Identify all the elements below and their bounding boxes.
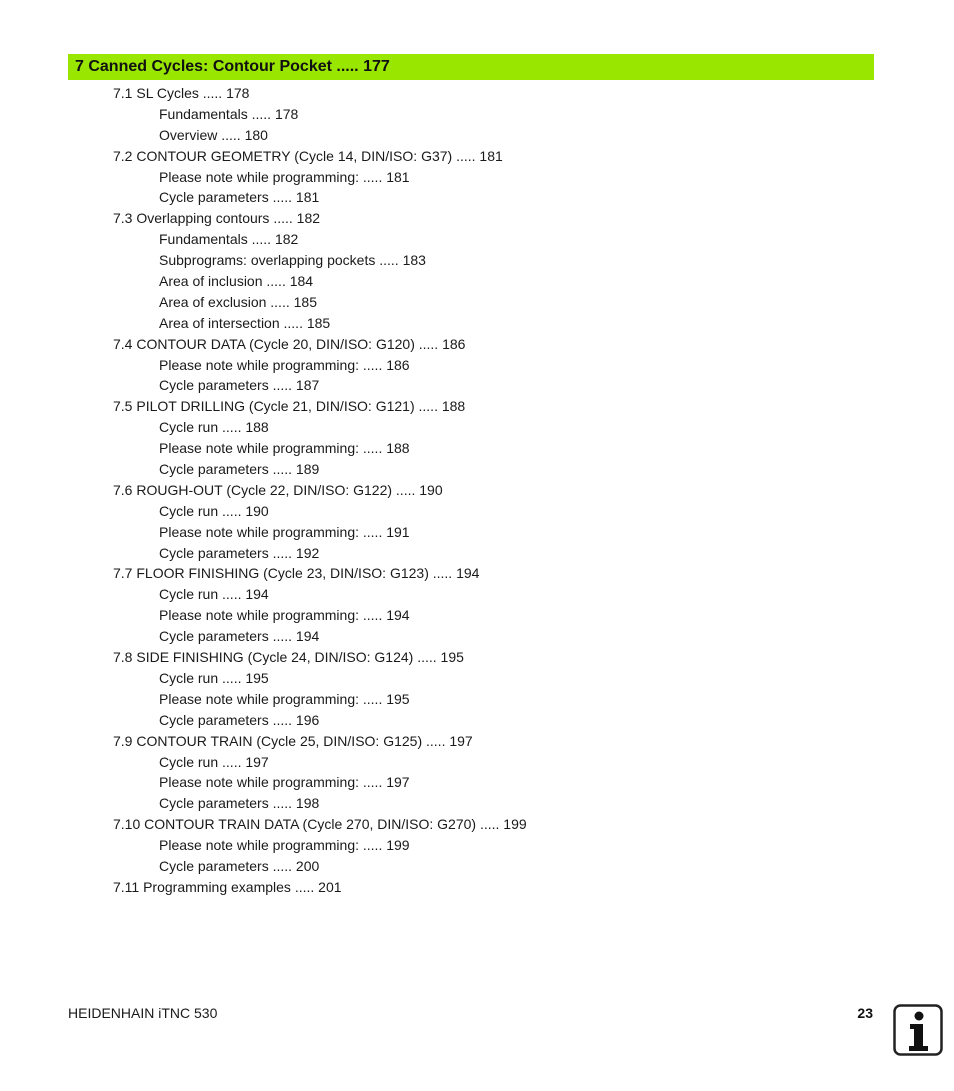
- toc-subsection-entry[interactable]: Cycle parameters ..... 181: [159, 189, 320, 206]
- toc-subsection-entry[interactable]: Cycle parameters ..... 194: [159, 628, 320, 645]
- toc-subsection-entry[interactable]: Cycle parameters ..... 192: [159, 544, 320, 561]
- toc-section-entry[interactable]: 7.6 ROUGH-OUT (Cycle 22, DIN/ISO: G122) ..... 190: [113, 481, 443, 498]
- toc-section-entry[interactable]: 7.4 CONTOUR DATA (Cycle 20, DIN/ISO: G120) ..... 186: [113, 335, 466, 352]
- toc-section-entry[interactable]: 7.9 CONTOUR TRAIN (Cycle 25, DIN/ISO: G125) ..... 197: [113, 732, 473, 749]
- toc-subsection-entry[interactable]: Area of inclusion ..... 184: [159, 273, 314, 290]
- toc-subsection-entry[interactable]: Fundamentals ..... 182: [159, 231, 299, 248]
- toc-subsection-entry[interactable]: Please note while programming: ..... 199: [159, 837, 410, 854]
- toc-section-entry[interactable]: 7.3 Overlapping contours ..... 182: [113, 210, 321, 227]
- toc-subsection-entry[interactable]: Cycle parameters ..... 187: [159, 377, 320, 394]
- toc-subsection-entry[interactable]: Please note while programming: ..... 186: [159, 356, 410, 373]
- chapter-title[interactable]: 7 Canned Cycles: Contour Pocket ..... 177: [75, 58, 390, 75]
- toc-subsection-entry[interactable]: Cycle run ..... 194: [159, 586, 269, 603]
- toc-section-entry[interactable]: 7.10 CONTOUR TRAIN DATA (Cycle 270, DIN/ISO: G270) ..... 199: [113, 816, 527, 833]
- footer-page-number: 23: [857, 1005, 873, 1021]
- footer-product-name: HEIDENHAIN iTNC 530: [68, 1005, 218, 1021]
- toc-section-entry[interactable]: 7.7 FLOOR FINISHING (Cycle 23, DIN/ISO: G123) ..... 194: [113, 565, 480, 582]
- toc-subsection-entry[interactable]: Cycle run ..... 195: [159, 669, 269, 686]
- toc-section-entry[interactable]: 7.5 PILOT DRILLING (Cycle 21, DIN/ISO: G121) ..... 188: [113, 398, 466, 415]
- toc-section-entry[interactable]: 7.1 SL Cycles ..... 178: [113, 85, 250, 101]
- toc-subsection-entry[interactable]: Please note while programming: ..... 181: [159, 168, 410, 185]
- chapter-heading-bar: [68, 54, 874, 80]
- toc-section-entry[interactable]: 7.11 Programming examples ..... 201: [113, 878, 342, 895]
- toc-section-entry[interactable]: 7.8 SIDE FINISHING (Cycle 24, DIN/ISO: G124) ..... 195: [113, 649, 464, 666]
- toc-subsection-entry[interactable]: Cycle parameters ..... 189: [159, 461, 320, 478]
- toc-subsection-entry[interactable]: Area of intersection ..... 185: [159, 314, 331, 331]
- toc-subsection-entry[interactable]: Please note while programming: ..... 197: [159, 774, 410, 791]
- info-icon: [893, 1004, 943, 1056]
- toc-subsection-entry[interactable]: Cycle parameters ..... 198: [159, 795, 320, 812]
- toc-subsection-entry[interactable]: Please note while programming: ..... 191: [159, 523, 410, 540]
- toc-subsection-entry[interactable]: Please note while programming: ..... 188: [159, 440, 410, 457]
- toc-subsection-entry[interactable]: Subprograms: overlapping pockets ..... 183: [159, 252, 426, 269]
- toc-subsection-entry[interactable]: Area of exclusion ..... 185: [159, 293, 317, 310]
- toc-subsection-entry[interactable]: Overview ..... 180: [159, 126, 268, 143]
- toc-subsection-entry[interactable]: Cycle run ..... 197: [159, 753, 269, 770]
- toc-subsection-entry[interactable]: Cycle parameters ..... 200: [159, 857, 320, 874]
- toc-section-entry[interactable]: 7.2 CONTOUR GEOMETRY (Cycle 14, DIN/ISO: G37) ..... 181: [113, 147, 503, 164]
- table-of-contents: [0, 83, 954, 898]
- toc-subsection-entry[interactable]: Cycle run ..... 188: [159, 419, 269, 436]
- toc-subsection-entry[interactable]: Please note while programming: ..... 194: [159, 607, 410, 624]
- toc-subsection-entry[interactable]: Cycle parameters ..... 196: [159, 711, 320, 728]
- toc-subsection-entry[interactable]: Please note while programming: ..... 195: [159, 690, 410, 707]
- toc-subsection-entry[interactable]: Fundamentals ..... 178: [159, 105, 299, 122]
- toc-subsection-entry[interactable]: Cycle run ..... 190: [159, 502, 269, 519]
